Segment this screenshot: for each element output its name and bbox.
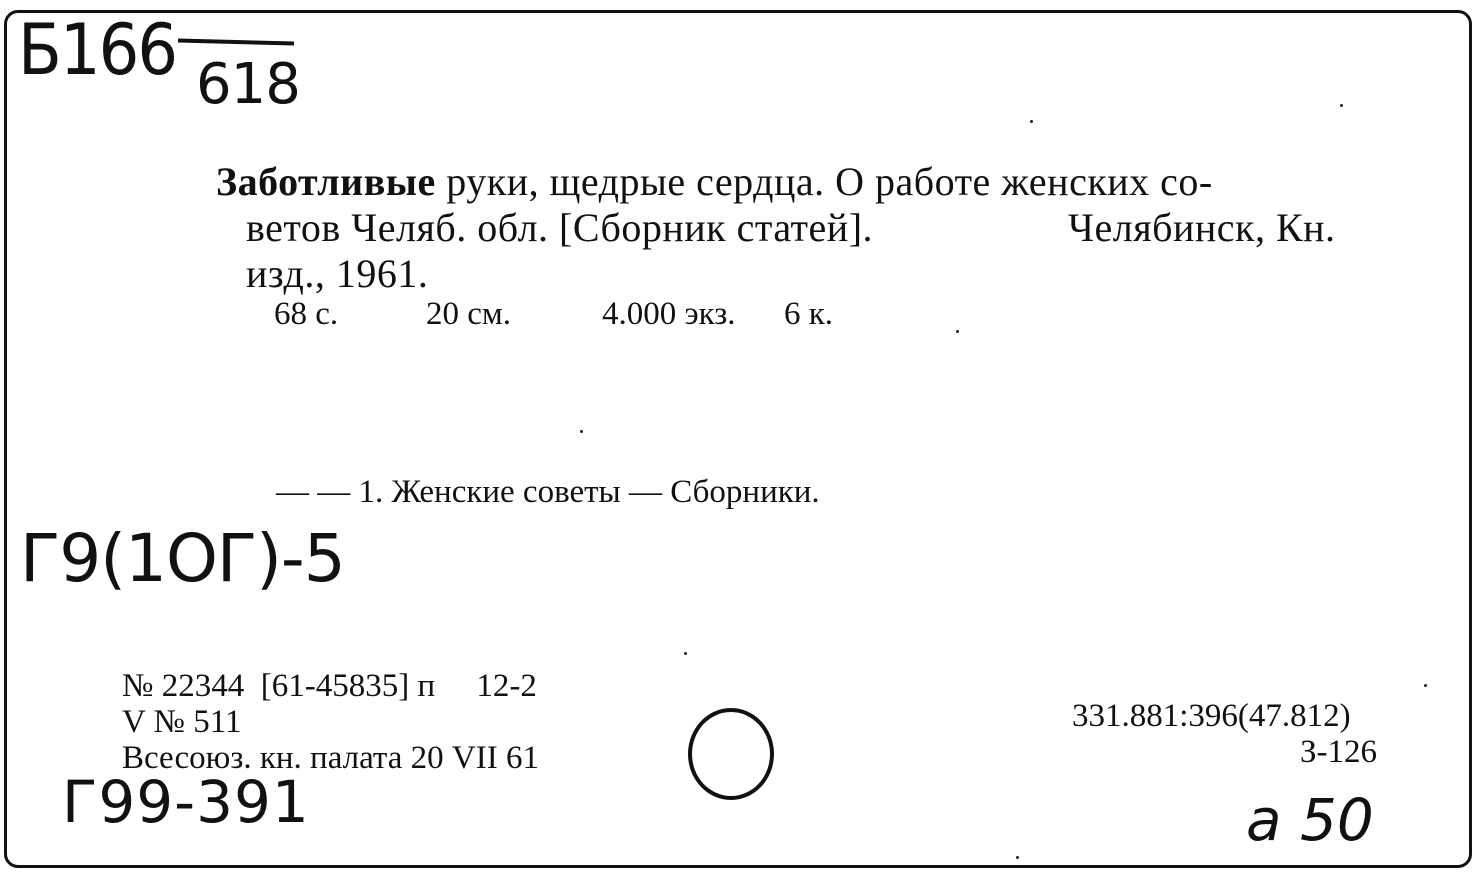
- handwritten-price-note: а 50: [1246, 786, 1374, 854]
- scan-speck: [684, 652, 687, 655]
- subject-heading: — — 1. Женские советы — Сборники.: [276, 474, 820, 510]
- collation-size: 20 см.: [426, 296, 512, 332]
- registry-chamber: Всесоюз. кн. палата 20 VII 61: [122, 740, 539, 776]
- scan-speck: [580, 430, 583, 433]
- handwritten-call-number-sub: 618: [196, 52, 300, 117]
- scan-speck: [1030, 120, 1033, 123]
- collation-price: 6 к.: [784, 296, 834, 332]
- punch-hole: [688, 708, 774, 800]
- handwritten-classification: Г9(1ОГ)-5: [20, 520, 345, 597]
- scan-speck: [956, 330, 959, 333]
- title-line-2: ветов Челяб. обл. [Сборник статей].: [246, 205, 874, 250]
- title-line-3: изд., 1961.: [246, 251, 429, 296]
- scan-speck: [1016, 856, 1019, 859]
- title-line-1-rest: руки, щедрые сердца. О работе женских со-: [446, 159, 1213, 204]
- title-line-1: [216, 158, 1213, 205]
- publisher-place: Челябинск, Кн.: [1068, 205, 1336, 250]
- registry-volume: V № 511: [122, 704, 242, 740]
- udc-code: 331.881:396(47.812): [1072, 698, 1351, 734]
- collation-copies: 4.000 экз.: [602, 296, 736, 332]
- author-mark: З-126: [1300, 734, 1378, 770]
- handwritten-inventory-number: Г99-391: [62, 768, 310, 836]
- scan-speck: [1424, 684, 1427, 687]
- collation-pages: 68 с.: [274, 296, 339, 332]
- handwritten-call-number: Б166: [18, 10, 177, 92]
- title-heading: Заботливые: [216, 159, 436, 204]
- scan-speck: [1340, 104, 1343, 107]
- registry-number: № 22344 [61-45835] п 12-2: [122, 668, 537, 704]
